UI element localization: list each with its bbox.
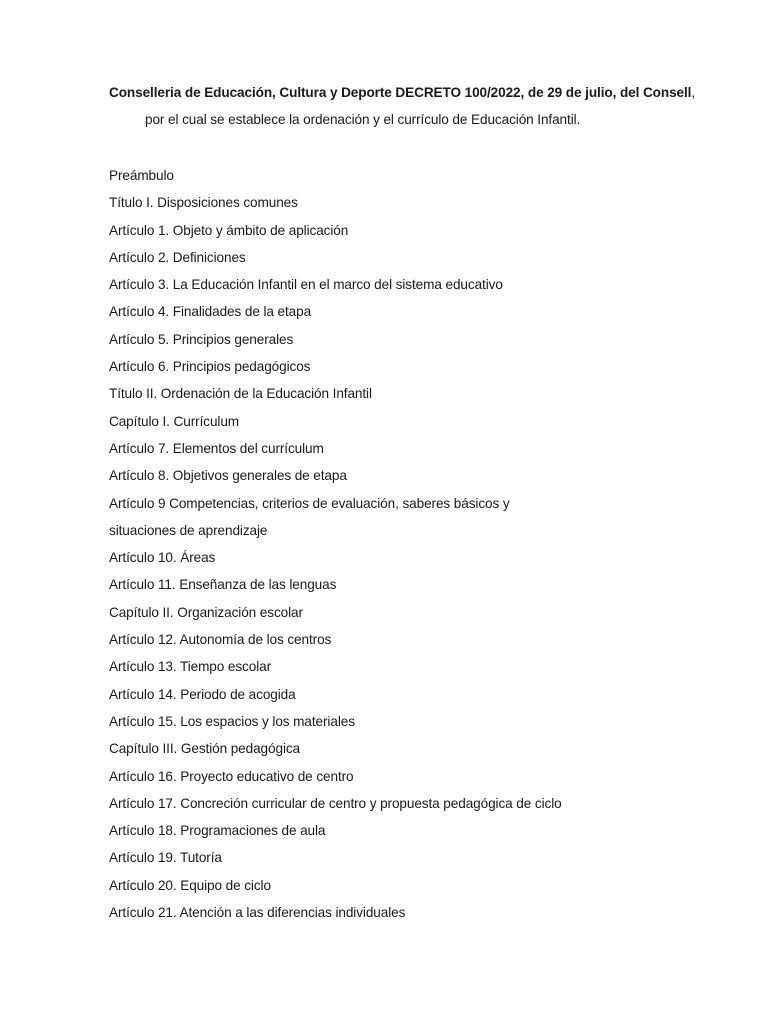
toc-item: Capítulo II. Organización escolar [109,604,303,620]
toc-item: Artículo 2. Definiciones [109,249,246,265]
toc-item: Título II. Ordenación de la Educación Infantil [109,386,372,402]
document-header [109,85,695,100]
toc-item: Artículo 8. Objetivos generales de etapa [109,468,347,484]
toc-item: Capítulo III. Gestión pedagógica [109,741,301,757]
toc-item: Artículo 1. Objeto y ámbito de aplicación [109,222,349,238]
toc-item: situaciones de aprendizaje [109,522,268,538]
toc-item: Artículo 9 Competencias, criterios de evaluación, saberes básicos y [109,495,510,511]
toc-item: Artículo 15. Los espacios y los materiales [109,713,355,729]
toc-item: Artículo 4. Finalidades de la etapa [109,304,312,320]
header-trailing-comma: , [691,85,696,100]
toc-item: Capítulo I. Currículum [109,413,240,429]
table-of-contents [109,167,562,931]
toc-item: Artículo 5. Principios generales [109,331,294,347]
toc-item: Título I. Disposiciones comunes [109,195,298,211]
toc-item: Artículo 19. Tutoría [109,850,222,866]
toc-item: Artículo 6. Principios pedagógicos [109,359,311,375]
toc-item: Artículo 14. Periodo de acogida [109,686,296,702]
toc-item: Artículo 13. Tiempo escolar [109,659,272,675]
toc-item: Artículo 7. Elementos del currículum [109,440,324,456]
toc-item: Artículo 18. Programaciones de aula [109,823,326,839]
toc-item: Artículo 3. La Educación Infantil en el marco del sistema educativo [109,277,503,293]
toc-item: Artículo 16. Proyecto educativo de centro [109,768,354,784]
toc-item: Artículo 17. Concreción curricular de centro y propuesta pedagógica de ciclo [109,795,562,811]
document-subtitle: por el cual se establece la ordenación y el currículo de Educación Infantil. [145,112,581,127]
toc-item: Artículo 20. Equipo de ciclo [109,877,271,893]
toc-item: Artículo 11. Enseñanza de las lenguas [109,577,337,593]
toc-item: Artículo 10. Áreas [109,550,216,566]
toc-item: Preámbulo [109,168,174,183]
toc-item: Artículo 21. Atención a las diferencias individuales [109,905,406,921]
toc-item: Artículo 12. Autonomía de los centros [109,632,332,648]
header-title: Conselleria de Educación, Cultura y Deporte DECRETO 100/2022, de 29 de julio, del Consell [109,85,692,100]
